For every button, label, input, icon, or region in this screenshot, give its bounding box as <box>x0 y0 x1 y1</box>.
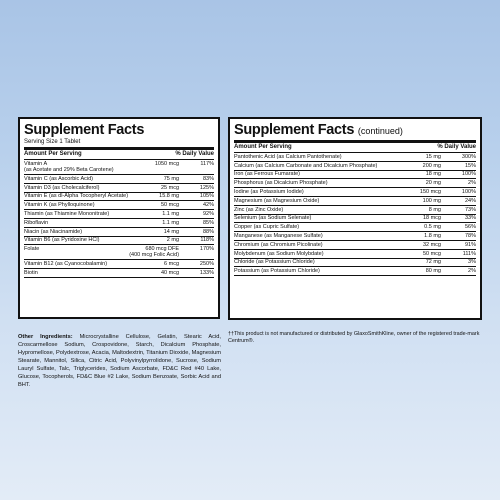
nutrient-amount: 50 mcg <box>160 202 180 209</box>
nutrient-row <box>234 170 476 179</box>
nutrient-name-cell <box>234 196 394 205</box>
nutrient-name: Chromium (as Chromium Picolinate) <box>234 241 323 248</box>
nutrient-amount: 72 mg <box>425 259 441 266</box>
nutrient-amount-cell <box>394 170 446 179</box>
nutrient-name: Niacin (as Niacinamide) <box>24 228 83 235</box>
nutrient-name-cell <box>24 245 128 260</box>
nutrient-table <box>24 160 214 278</box>
dv-header: % Daily Value <box>437 144 476 150</box>
nutrient-name: Vitamin K (as Phylloquinone) <box>24 202 95 209</box>
nutrient-name: Vitamin C (as Ascorbic Acid) <box>24 175 93 182</box>
nutrient-amount-cell <box>128 160 184 175</box>
nutrient-row <box>24 175 214 184</box>
nutrient-amount-cell <box>128 227 184 236</box>
nutrient-amount-cell <box>394 205 446 214</box>
nutrient-name: Chloride (as Potassium Chloride) <box>234 259 315 266</box>
nutrient-daily-value: 117% <box>184 160 214 175</box>
nutrient-daily-value: 105% <box>184 192 214 201</box>
nutrient-amount-cell <box>394 153 446 161</box>
nutrient-row <box>234 196 476 205</box>
nutrient-daily-value: 2% <box>446 267 476 276</box>
nutrient-amount: 1.1 mg <box>162 219 180 226</box>
nutrient-row <box>234 161 476 170</box>
nutrient-name: Vitamin E (as dl-Alpha Tocopheryl Acetate) <box>24 193 129 200</box>
nutrient-name: Molybdenum (as Sodium Molybdate) <box>234 250 324 257</box>
column-header <box>234 143 476 153</box>
nutrient-amount: 200 mg <box>422 162 441 169</box>
nutrient-daily-value: 2% <box>446 179 476 188</box>
nutrient-daily-value: 100% <box>446 170 476 179</box>
nutrient-amount: 680 mcg DFE <box>145 246 180 253</box>
nutrient-daily-value: 73% <box>446 205 476 214</box>
nutrient-daily-value: 250% <box>184 260 214 269</box>
nutrient-daily-value: 111% <box>446 249 476 258</box>
nutrient-daily-value: 91% <box>446 240 476 249</box>
nutrient-name-cell <box>24 227 128 236</box>
nutrient-daily-value: 83% <box>184 175 214 184</box>
panel-title <box>234 122 476 139</box>
panel-title: Supplement Facts <box>24 122 145 138</box>
nutrient-daily-value: 24% <box>446 196 476 205</box>
nutrient-table-body <box>234 153 476 276</box>
nutrient-row <box>24 210 214 219</box>
nutrient-name-cell <box>234 267 394 276</box>
nutrient-amount-cell <box>128 218 184 227</box>
nutrient-name: Manganese (as Manganese Sulfate) <box>234 232 323 239</box>
nutrient-table-body <box>24 160 214 277</box>
nutrient-name-cell <box>24 160 128 175</box>
nutrient-name-cell <box>24 236 128 245</box>
panel-title-suffix: (continued) <box>357 126 403 136</box>
nutrient-amount-cell <box>394 223 446 232</box>
nutrient-row <box>24 192 214 201</box>
nutrient-daily-value: 170% <box>184 245 214 260</box>
nutrient-daily-value: 56% <box>446 223 476 232</box>
nutrient-daily-value: 3% <box>446 258 476 267</box>
nutrient-amount: 8 mg <box>428 206 441 213</box>
nutrient-name-cell <box>234 223 394 232</box>
nutrient-row <box>24 218 214 227</box>
nutrient-name: Vitamin B6 (as Pyridoxine HCl) <box>24 237 100 244</box>
nutrient-source: (as Acetate and 29% Beta Carotene) <box>24 167 114 173</box>
nutrient-name-cell <box>24 218 128 227</box>
nutrient-amount: 25 mcg <box>160 184 180 191</box>
nutrient-amount-cell <box>128 192 184 201</box>
nutrient-amount-cell <box>394 249 446 258</box>
nutrient-name-cell <box>24 192 128 201</box>
dv-header: % Daily Value <box>175 151 214 157</box>
nutrient-name: Riboflavin <box>24 219 49 226</box>
nutrient-amount-cell <box>394 232 446 241</box>
nutrient-daily-value: 100% <box>446 188 476 197</box>
ingredients-label: Other Ingredients: <box>18 334 73 340</box>
nutrient-name-cell <box>234 214 394 223</box>
nutrient-row <box>234 223 476 232</box>
nutrient-row <box>234 179 476 188</box>
nutrient-amount: 32 mcg <box>422 241 441 248</box>
nutrient-daily-value: 78% <box>446 232 476 241</box>
nutrient-name: Copper (as Cupric Sulfate) <box>234 224 300 231</box>
nutrient-row <box>234 240 476 249</box>
nutrient-amount: 75 mg <box>163 175 180 182</box>
nutrient-amount: 20 mg <box>425 180 441 187</box>
nutrient-daily-value: 133% <box>184 269 214 278</box>
nutrient-daily-value: 88% <box>184 227 214 236</box>
nutrient-name: Potassium (as Potassium Chloride) <box>234 268 320 275</box>
nutrient-amount: 100 mg <box>422 197 441 204</box>
nutrient-table <box>234 153 476 276</box>
nutrient-name-cell <box>234 153 394 161</box>
nutrient-amount: 0.5 mg <box>424 224 441 231</box>
nutrient-row <box>24 236 214 245</box>
nutrient-amount-cell <box>394 258 446 267</box>
nutrient-row <box>24 160 214 175</box>
nutrient-row <box>24 201 214 210</box>
nutrient-daily-value: 85% <box>184 218 214 227</box>
nutrient-amount-cell <box>394 240 446 249</box>
nutrient-row <box>234 153 476 161</box>
nutrient-name-cell <box>24 183 128 192</box>
nutrient-amount-cell <box>394 161 446 170</box>
nutrient-amount-cell <box>128 201 184 210</box>
nutrient-name-cell <box>234 161 394 170</box>
nutrient-name: Zinc (as Zinc Oxide) <box>234 206 284 213</box>
nutrient-daily-value: 15% <box>446 161 476 170</box>
nutrient-name: Vitamin A <box>24 160 48 167</box>
nutrient-daily-value: 42% <box>184 201 214 210</box>
nutrient-amount: 150 mcg <box>419 188 441 195</box>
nutrient-name-cell <box>234 188 394 197</box>
nutrient-amount: 1.1 mg <box>162 210 180 217</box>
nutrient-daily-value: 125% <box>184 183 214 192</box>
nutrient-row <box>234 188 476 197</box>
nutrient-name-cell <box>24 260 128 269</box>
nutrient-name: Folate <box>24 246 40 253</box>
nutrient-row <box>234 205 476 214</box>
nutrient-row <box>234 232 476 241</box>
ingredients-text: Microcrystalline Cellulose, Gelatin, Stearic Acid, Croscarmellose Sodium, Crospovidone, Starch, Dicalcium Phosphate, Hypromellose, Polydextrose, Acacia, Maltodextrin, Titanium Dioxide, Magnesium Stearate, Mannitol, Silica, Citric Acid, Polyvinylpyrrolidone, Sucrose, Sodium Lauryl Sulfate, Talc, Triglycerides, Sodium Ascorbate, FD&C Red #40 Lake, Glucose, Tocopherols, FD&C Blue #2 Lake, Sodium Benzoate, Sorbic Acid and BHT. <box>18 334 221 388</box>
nutrient-amount: 1050 mcg <box>154 160 180 167</box>
nutrient-amount: 6 mcg <box>164 261 180 268</box>
nutrient-name-cell <box>24 175 128 184</box>
nutrient-amount-cell <box>128 175 184 184</box>
nutrient-amount: 80 mg <box>425 268 441 275</box>
nutrient-amount: 50 mcg <box>422 250 441 257</box>
nutrient-amount: 15 mg <box>425 153 441 160</box>
nutrient-row <box>234 258 476 267</box>
nutrient-amount: 14 mg <box>163 228 180 235</box>
nutrient-daily-value: 300% <box>446 153 476 161</box>
nutrient-name: Vitamin B12 (as Cyanocobalamin) <box>24 261 108 268</box>
nutrient-amount: 2 mg <box>166 237 180 244</box>
amount-header: Amount Per Serving <box>24 151 82 157</box>
nutrient-name-cell <box>234 240 394 249</box>
nutrient-name: Pantothenic Acid (as Calcium Pantothenate) <box>234 153 342 160</box>
nutrient-amount-cell <box>128 183 184 192</box>
nutrient-name-cell <box>234 232 394 241</box>
nutrient-row <box>234 249 476 258</box>
supplement-facts-panel <box>18 117 220 319</box>
nutrient-amount-cell <box>128 245 184 260</box>
nutrient-name-cell <box>234 179 394 188</box>
nutrient-name-cell <box>24 269 128 278</box>
panel-title-text: Supplement Facts <box>234 122 355 138</box>
nutrient-name: Iodine (as Potassium Iodide) <box>234 188 304 195</box>
nutrient-amount-cell <box>128 236 184 245</box>
amount-header: Amount Per Serving <box>234 144 292 150</box>
nutrient-name-cell <box>234 258 394 267</box>
nutrient-row <box>24 260 214 269</box>
nutrient-name: Calcium (as Calcium Carbonate and Dicalcium Phosphate) <box>234 162 378 169</box>
nutrient-amount-cell <box>394 214 446 223</box>
nutrient-amount-cell <box>128 260 184 269</box>
nutrient-amount: 18 mcg <box>422 215 441 222</box>
nutrient-amount-cell <box>128 210 184 219</box>
nutrient-amount-cell <box>394 188 446 197</box>
nutrient-name: Selenium (as Sodium Selenate) <box>234 215 312 222</box>
nutrient-amount-cell <box>394 267 446 276</box>
nutrient-name-cell <box>24 201 128 210</box>
nutrient-row <box>24 183 214 192</box>
nutrient-daily-value: 92% <box>184 210 214 219</box>
nutrient-amount-note: (400 mcg Folic Acid) <box>129 252 180 259</box>
nutrient-daily-value: 118% <box>184 236 214 245</box>
nutrient-amount-cell <box>394 196 446 205</box>
other-ingredients <box>18 333 221 389</box>
column-header <box>24 150 214 160</box>
nutrient-row <box>234 267 476 276</box>
nutrient-name: Biotin <box>24 269 38 276</box>
nutrient-name-cell <box>234 170 394 179</box>
nutrient-amount: 1.8 mg <box>424 232 441 239</box>
nutrient-name-cell <box>234 249 394 258</box>
nutrient-row <box>24 269 214 278</box>
serving-size: Serving Size 1 Tablet <box>24 139 81 145</box>
nutrient-daily-value: 33% <box>446 214 476 223</box>
nutrient-row <box>24 227 214 236</box>
nutrient-amount: 40 mcg <box>160 269 180 276</box>
nutrient-name: Iron (as Ferrous Fumarate) <box>234 171 301 178</box>
nutrient-amount: 18 mg <box>425 171 441 178</box>
nutrient-name: Magnesium (as Magnesium Oxide) <box>234 197 320 204</box>
supplement-facts-continued-panel <box>228 117 482 320</box>
disclaimer-footnote: ††This product is not manufactured or distributed by GlaxoSmithKline, owner of the registered trade-mark Centrum®. <box>228 331 480 344</box>
nutrient-row <box>234 214 476 223</box>
nutrient-name: Phosphorus (as Dicalcium Phosphate) <box>234 180 328 187</box>
nutrient-row <box>24 245 214 260</box>
nutrient-name: Vitamin D3 (as Cholecalciferol) <box>24 184 100 191</box>
nutrient-amount-cell <box>394 179 446 188</box>
nutrient-name: Thiamin (as Thiamine Mononitrate) <box>24 210 110 217</box>
nutrient-amount: 15.8 mg <box>159 193 180 200</box>
nutrient-amount-cell <box>128 269 184 278</box>
nutrient-name-cell <box>24 210 128 219</box>
nutrient-name-cell <box>234 205 394 214</box>
